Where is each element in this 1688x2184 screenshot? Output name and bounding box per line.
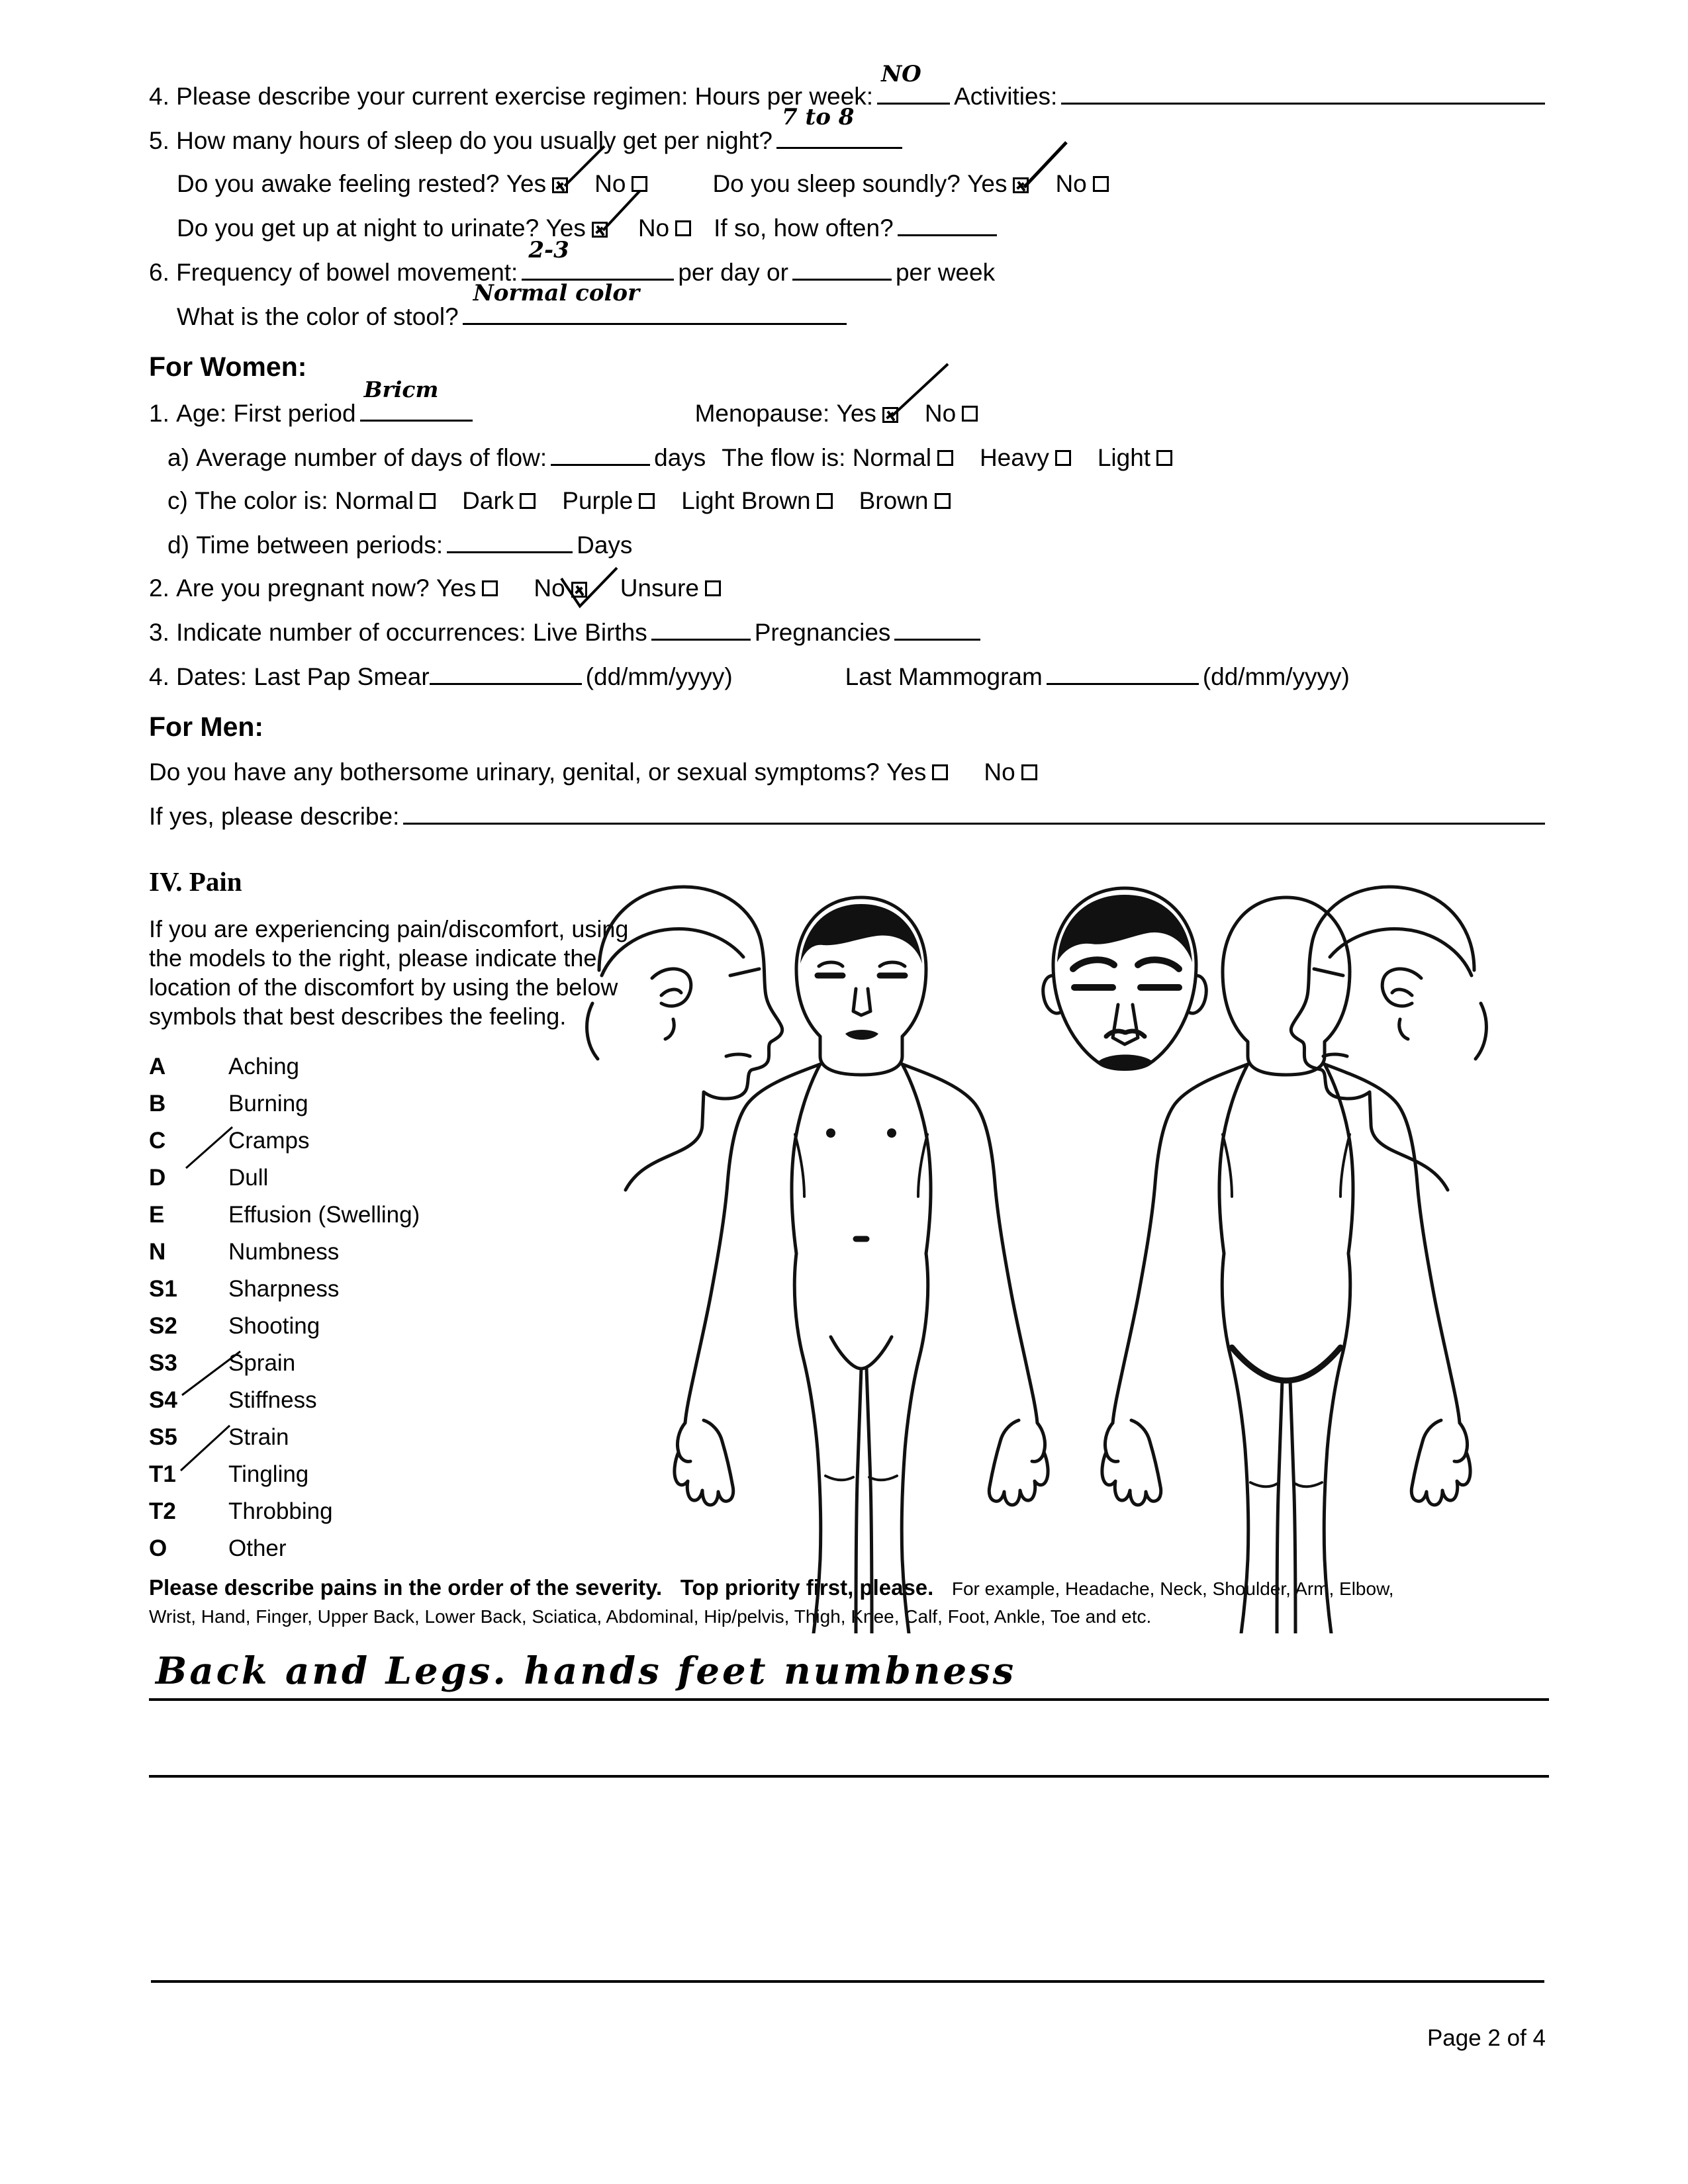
color-option-dark-label: Dark	[462, 487, 514, 514]
question-6-row	[149, 237, 1549, 286]
legend-code: S1	[149, 1275, 177, 1302]
question-6-number: 6.	[149, 259, 169, 286]
flow-is-label: The flow is:	[722, 444, 846, 471]
page-footer: Page 2 of 4	[1427, 2025, 1546, 2051]
soundly-label: Do you sleep soundly?	[712, 170, 961, 197]
pregnant-unsure-label: Unsure	[620, 574, 699, 602]
color-option-light-brown-label: Light Brown	[681, 487, 811, 514]
soundly-no-checkbox[interactable]	[1093, 176, 1109, 192]
exercise-hours-input[interactable]	[877, 61, 950, 105]
color-option-brown-checkbox[interactable]	[935, 493, 951, 509]
flow-option-light-label: Light	[1097, 444, 1151, 471]
describe-lead: Please describe pains in the order of the severity.	[149, 1574, 663, 1600]
mammogram-input[interactable]	[1047, 663, 1199, 685]
pain-heading: IV. Pain	[149, 866, 242, 897]
legend-desc: Effusion (Swelling)	[228, 1201, 420, 1228]
how-often-input[interactable]	[898, 214, 997, 236]
soundly-yes-checkbox[interactable]	[1013, 177, 1029, 193]
men-describe-label: If yes, please describe:	[149, 803, 400, 830]
women-q1a-row	[149, 444, 1549, 470]
stool-color-input[interactable]	[463, 280, 847, 325]
mammogram-format: (dd/mm/yyyy)	[1202, 663, 1350, 690]
men-symptoms-row	[149, 760, 1549, 784]
how-often-label: If so, how often?	[714, 214, 894, 242]
pregnant-no-checkbox[interactable]	[571, 582, 587, 598]
legend-code: B	[149, 1090, 166, 1116]
figure-body-front	[675, 897, 1048, 1633]
rested-yes-label: Yes	[506, 170, 547, 197]
legend-code: T1	[149, 1461, 176, 1487]
legend-desc: Strain	[228, 1424, 289, 1450]
pregnancies-input[interactable]	[894, 619, 980, 641]
pap-smear-input[interactable]	[430, 663, 582, 685]
figure-head-profile-right	[1291, 887, 1486, 1190]
women-q1-number: 1.	[149, 400, 169, 427]
rested-label: Do you awake feeling rested?	[177, 170, 500, 197]
pap-smear-format: (dd/mm/yyyy)	[585, 663, 733, 690]
urinate-yes-checkbox[interactable]	[592, 222, 608, 238]
rested-yes-checkbox[interactable]	[552, 177, 568, 193]
urinate-label: Do you get up at night to urinate?	[177, 214, 539, 242]
men-symptoms-yes-label: Yes	[886, 758, 927, 786]
menopause-yes-label: Yes	[836, 400, 876, 427]
live-births-label: Live Births	[532, 619, 647, 646]
women-q1c-row	[149, 488, 1549, 513]
legend-desc: Shooting	[228, 1312, 320, 1339]
women-q1d-label: Time between periods:	[196, 531, 444, 559]
legend-desc: Aching	[228, 1053, 300, 1079]
for-men-heading: For Men:	[149, 711, 264, 742]
legend-desc: Stiffness	[228, 1387, 317, 1413]
urinate-no-checkbox[interactable]	[675, 220, 691, 236]
color-option-purple-label: Purple	[562, 487, 633, 514]
sleep-quality-row	[149, 171, 1549, 196]
pregnant-no-label: No	[534, 574, 565, 602]
stool-color-label: What is the color of stool?	[177, 303, 459, 330]
women-q1d-row	[149, 531, 1549, 557]
urinate-row	[149, 214, 1549, 240]
legend-code: O	[149, 1535, 167, 1561]
question-4-number: 4.	[149, 83, 169, 110]
live-births-input[interactable]	[651, 619, 751, 641]
color-option-light-brown-checkbox[interactable]	[817, 493, 833, 509]
men-describe-row	[149, 803, 1549, 829]
legend-desc: Burning	[228, 1090, 308, 1116]
men-symptoms-no-label: No	[984, 758, 1015, 786]
women-q1d-letter: d)	[167, 531, 189, 559]
days-label-q1d: Days	[577, 531, 633, 559]
rested-no-label: No	[594, 170, 626, 197]
sleep-hours-value: 7 to 8	[782, 104, 855, 130]
color-option-brown-label: Brown	[859, 487, 929, 514]
women-q3-label: Indicate number of occurrences:	[176, 619, 526, 646]
urinate-yes-label: Yes	[545, 214, 586, 242]
pain-answer-value-1: Back and Legs. hands feet numbness	[156, 1649, 1017, 1694]
describe-bold: Top priority first, please.	[680, 1574, 934, 1600]
menopause-yes-checkbox[interactable]	[882, 407, 898, 423]
days-of-flow-input[interactable]	[551, 444, 650, 466]
flow-option-normal-label: Normal	[852, 444, 931, 471]
pain-intro-text: If you are experiencing pain/discomfort, using the models to the right, please indicate the location of the discomfort by using the below symbols that best describes the feeling.	[149, 915, 629, 1030]
color-option-normal-checkbox[interactable]	[420, 493, 436, 509]
legend-code: C	[149, 1127, 166, 1154]
menopause-no-checkbox[interactable]	[962, 406, 978, 422]
figure-head-profile-left	[587, 887, 782, 1190]
for-women-heading: For Women:	[149, 351, 307, 382]
days-unit-label: days	[654, 444, 706, 471]
menopause-no-label: No	[924, 400, 957, 427]
women-q1c-letter: c)	[167, 487, 188, 514]
question-5-label: How many hours of sleep do you usually get per night?	[176, 127, 773, 154]
first-period-value: Bricm	[363, 377, 439, 402]
pregnant-yes-label: Yes	[436, 574, 477, 602]
men-symptoms-label: Do you have any bothersome urinary, genital, or sexual symptoms?	[149, 758, 880, 786]
legend-desc: Dull	[228, 1164, 269, 1191]
legend-code: E	[149, 1201, 165, 1228]
question-6-label: Frequency of bowel movement:	[176, 259, 518, 286]
legend-code: T2	[149, 1498, 176, 1524]
pain-answer-line-2[interactable]	[149, 1718, 1549, 1778]
figure-body-back	[1102, 897, 1470, 1633]
women-q3-number: 3.	[149, 619, 169, 646]
pregnant-yes-checkbox[interactable]	[482, 580, 498, 596]
pregnant-unsure-checkbox[interactable]	[705, 580, 721, 596]
legend-code: S2	[149, 1312, 177, 1339]
per-week-label: per week	[895, 259, 996, 286]
flow-option-heavy-checkbox[interactable]	[1055, 450, 1071, 466]
time-between-periods-input[interactable]	[447, 531, 573, 553]
women-q4-number: 4.	[149, 663, 169, 690]
legend-desc: Numbness	[228, 1238, 340, 1265]
activities-label: Activities:	[954, 83, 1058, 110]
form-content	[149, 61, 1549, 1778]
women-q1a-label: Average number of days of flow:	[196, 444, 547, 471]
legend-code: S3	[149, 1349, 177, 1376]
legend-desc: Sprain	[228, 1349, 296, 1376]
women-q4-label: Dates: Last Pap Smear	[176, 663, 430, 690]
pregnancies-label: Pregnancies	[754, 619, 891, 646]
flow-option-heavy-label: Heavy	[979, 444, 1049, 471]
footer-divider	[151, 1980, 1544, 1983]
women-q3-row	[149, 619, 1549, 645]
women-q2-number: 2.	[149, 574, 169, 602]
legend-code: S5	[149, 1424, 177, 1450]
flow-option-normal-checkbox[interactable]	[937, 450, 953, 466]
figure-face-front	[1043, 888, 1206, 1071]
question-4-row	[149, 61, 1549, 110]
soundly-no-label: No	[1055, 170, 1087, 197]
color-option-normal-label: Normal	[334, 487, 414, 514]
stool-color-value: Normal color	[473, 280, 640, 306]
men-symptoms-no-checkbox[interactable]	[1021, 764, 1037, 780]
per-day-label: per day or	[678, 259, 788, 286]
describe-example-line-1: For example, Headache, Neck, Shoulder, Arm, Elbow,	[951, 1578, 1394, 1599]
legend-desc: Throbbing	[228, 1498, 333, 1524]
rested-no-checkbox[interactable]	[632, 176, 647, 192]
bowel-per-day-value: 2-3	[528, 237, 569, 263]
color-option-dark-checkbox[interactable]	[520, 493, 536, 509]
women-q1-label: Age: First period	[176, 400, 356, 427]
women-q1a-letter: a)	[167, 444, 189, 471]
women-q1c-label: The color is:	[195, 487, 328, 514]
legend-code: N	[149, 1238, 166, 1265]
women-q2-row	[149, 576, 1549, 600]
activities-input[interactable]	[1061, 83, 1545, 105]
exercise-hours-value: NO	[881, 61, 921, 87]
first-period-input[interactable]	[360, 377, 473, 422]
question-5-row	[149, 104, 1549, 154]
legend-desc: Other	[228, 1535, 287, 1561]
mammogram-label: Last Mammogram	[845, 663, 1043, 690]
legend-code: A	[149, 1053, 166, 1079]
stool-color-row	[149, 280, 1549, 330]
question-4-label: Please describe your current exercise regimen: Hours per week:	[176, 83, 874, 110]
men-symptoms-yes-checkbox[interactable]	[932, 764, 948, 780]
women-q2-label: Are you pregnant now?	[176, 574, 430, 602]
bowel-per-day-input[interactable]	[522, 237, 674, 281]
urinate-no-label: No	[637, 214, 670, 242]
pain-answer-line-1[interactable]	[149, 1647, 1549, 1701]
soundly-yes-label: Yes	[967, 170, 1008, 197]
women-q4-row	[149, 663, 1549, 689]
legend-desc: Tingling	[228, 1461, 309, 1487]
legend-desc: Sharpness	[228, 1275, 340, 1302]
pain-body-models[interactable]	[520, 846, 1532, 1633]
question-5-number: 5.	[149, 127, 169, 154]
describe-example-line-2: Wrist, Hand, Finger, Upper Back, Lower Back, Sciatica, Abdominal, Hip/pelvis, Thigh, Knee, Calf, Foot, Ankle, Toe and etc.	[149, 1606, 1152, 1627]
legend-code: D	[149, 1164, 166, 1191]
legend-code: S4	[149, 1387, 177, 1413]
color-option-purple-checkbox[interactable]	[639, 493, 655, 509]
women-q1-row	[149, 377, 1549, 427]
sleep-hours-input[interactable]	[776, 104, 902, 149]
legend-desc: Cramps	[228, 1127, 310, 1154]
men-describe-input[interactable]	[403, 803, 1545, 825]
bowel-per-week-input[interactable]	[792, 259, 892, 281]
menopause-label: Menopause:	[694, 400, 830, 427]
flow-option-light-checkbox[interactable]	[1156, 450, 1172, 466]
pain-section	[149, 866, 1549, 1778]
